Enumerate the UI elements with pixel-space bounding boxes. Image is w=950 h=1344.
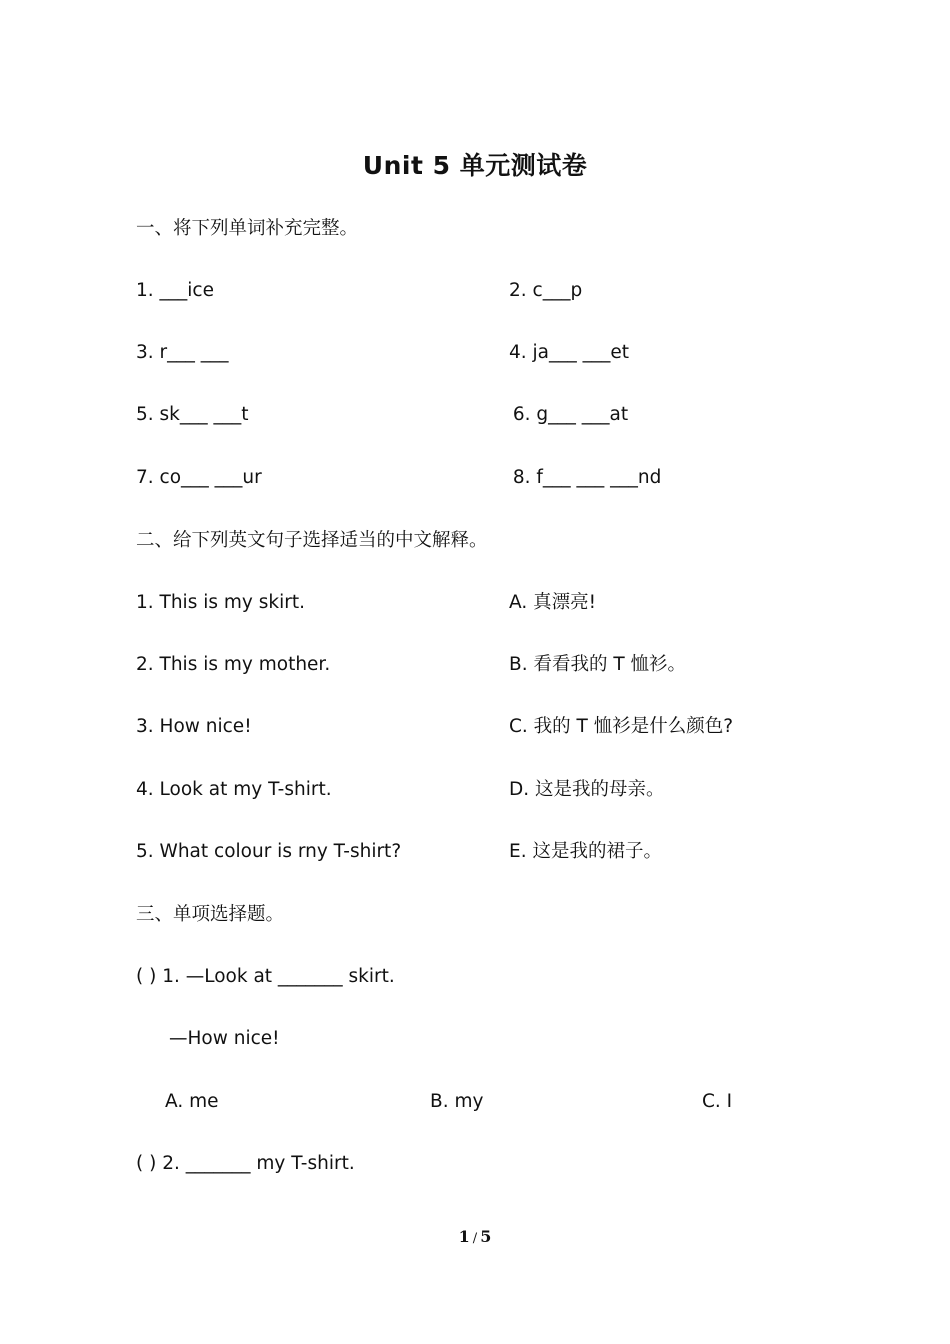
question-1-option-b: B. my bbox=[430, 1091, 484, 1112]
translation-a: A. 真漂亮! bbox=[509, 592, 597, 613]
page-title: Unit 5 单元测试卷 bbox=[362, 151, 588, 180]
question-1-stem: ( ) 1. —Look at _______ skirt. bbox=[136, 966, 395, 987]
word-item-5: 5. sk___ ___t bbox=[136, 404, 249, 425]
section2-heading: 二、给下列英文句子选择适当的中文解释。 bbox=[136, 530, 488, 551]
word-item-6: 6. g___ ___at bbox=[507, 404, 629, 425]
section1-heading: 一、将下列单词补充完整。 bbox=[136, 218, 359, 239]
word-item-1: 1. ___ice bbox=[136, 280, 214, 301]
question-1-option-c: C. I bbox=[702, 1091, 733, 1112]
word-item-3: 3. r___ ___ bbox=[136, 342, 229, 363]
sentence-1: 1. This is my skirt. bbox=[136, 592, 305, 613]
page-current: 1 bbox=[458, 1227, 470, 1246]
translation-e: E. 这是我的裙子。 bbox=[509, 841, 662, 862]
page-total: 5 bbox=[480, 1227, 492, 1246]
translation-b: B. 看看我的 T 恤衫。 bbox=[509, 654, 687, 675]
word-item-8: 8. f___ ___ ___nd bbox=[507, 467, 662, 488]
translation-c: C. 我的 T 恤衫是什么颜色? bbox=[509, 716, 734, 737]
word-item-7: 7. co___ ___ur bbox=[136, 467, 262, 488]
page-separator: / bbox=[472, 1231, 478, 1246]
word-item-4: 4. ja___ ___et bbox=[509, 342, 630, 363]
sentence-3: 3. How nice! bbox=[136, 716, 252, 737]
question-1-reply: —How nice! bbox=[169, 1028, 280, 1049]
sentence-4: 4. Look at my T-shirt. bbox=[136, 779, 332, 800]
word-item-2: 2. c___p bbox=[509, 280, 583, 301]
page-number bbox=[0, 1227, 950, 1246]
translation-d: D. 这是我的母亲。 bbox=[509, 779, 665, 800]
question-2-stem: ( ) 2. _______ my T-shirt. bbox=[136, 1153, 355, 1174]
sentence-5: 5. What colour is rny T-shirt? bbox=[136, 841, 402, 862]
question-1-option-a: A. me bbox=[165, 1091, 219, 1112]
section3-heading: 三、单项选择题。 bbox=[136, 904, 285, 925]
sentence-2: 2. This is my mother. bbox=[136, 654, 331, 675]
